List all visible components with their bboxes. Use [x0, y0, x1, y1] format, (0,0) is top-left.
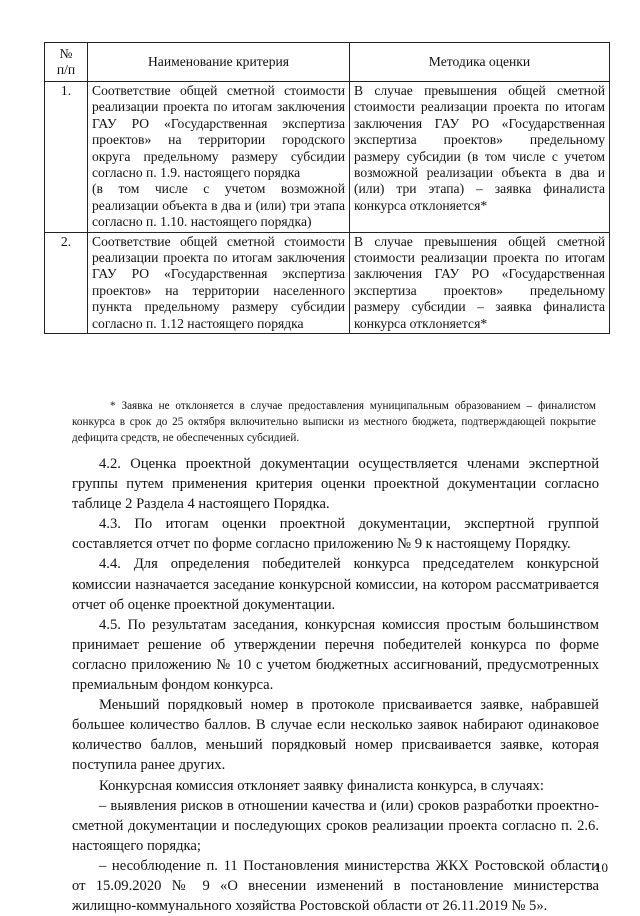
paragraph: 4.5. По результатам заседания, конкурсная комиссия простым большинством принимает решение об утверждении перечня победителей конкурса по форме согласно приложению № 10 с учетом бюджетных ассигнований, предусмотренных премиальным фондом конкурса.: [72, 616, 599, 694]
method-cell: В случае превышения общей сметной стоимости реализации проекта по итогам заключения ГАУ РО «Государственная экспертиза проектов» предельному размеру субсидии (в том числе с учетом возможной реализации объекта в два и (или) три этапа) – заявка финалиста конкурса отклоняется*: [350, 82, 610, 233]
paragraph: Меньший порядковый номер в протоколе присваивается заявке, набравшей большее количество баллов. В случае если несколько заявок набирают одинаковое количество баллов, меньший порядковый номер присваивается заявке, которая поступила ранее других.: [72, 697, 599, 774]
header-number: № п/п: [45, 43, 88, 82]
paragraph: 4.2. Оценка проектной документации осуществляется членами экспертной группы путем применения критерия оценки проектной документации согласно таблице 2 Раздела 4 настоящего Порядка.: [72, 456, 599, 513]
criteria-table: [44, 42, 610, 334]
method-cell: В случае превышения общей сметной стоимости реализации проекта по итогам заключения ГАУ РО «Государственная экспертиза проектов» предельному размеру субсидии – заявка финалиста конкурса отклоняется*: [350, 232, 610, 333]
header-method: Методика оценки: [350, 43, 610, 82]
criterion-cell: [88, 232, 350, 333]
criterion-text: Соответствие общей сметной стоимости реализации проекта по итогам заключения ГАУ РО «Государственная экспертиза проектов» на территории населенного пункта предельному размеру субсидии согласно п. 1.12 настоящего порядка: [92, 233, 345, 331]
list-item: – несоблюдение п. 11 Постановления министерства ЖКХ Ростовской области от 15.09.2020 № 9 «О внесении изменений в постановление министерства жилищно-коммунального хозяйства Ростовской области от 26.11.2019 № 5».: [72, 857, 599, 915]
row-number: 1.: [45, 82, 88, 233]
table-row: [45, 232, 610, 333]
table-header-row: [45, 43, 610, 82]
row-number: 2.: [45, 232, 88, 333]
paragraph: Конкурсная комиссия отклоняет заявку финалиста конкурса, в случаях:: [99, 777, 544, 794]
paragraph: 4.3. По итогам оценки проектной документации, экспертной группой составляется отчет по форме согласно приложению № 9 к настоящему Порядку.: [72, 516, 599, 553]
table-footnote: * Заявка не отклоняется в случае предоставления муниципальным образованием – финалистом конкурса в срок до 25 октября включительно выписки из местного бюджета, подтверждающей покрытие дефицита средств, не обеспеченных субсидией.: [72, 400, 596, 444]
body-text: [72, 454, 599, 916]
list-item: – выявления рисков в отношении качества и (или) сроков разработки проектно-сметной документации и последующих сроков реализации проекта согласно п. 2.6. настоящего порядка;: [72, 797, 599, 854]
criterion-note: (в том числе с учетом возможной реализации объекта в два и (или) три этапа согласно п. 1.10. настоящего порядка): [92, 181, 345, 230]
criterion-cell: [88, 82, 350, 233]
paragraph: 4.4. Для определения победителей конкурса председателем конкурсной комиссии назначается заседание конкурсной комиссии, на котором рассматривается отчет об оценке проектной документации.: [72, 556, 599, 613]
page-number: 10: [595, 860, 608, 875]
header-criterion: Наименование критерия: [88, 43, 350, 82]
criterion-text: Соответствие общей сметной стоимости реализации проекта по итогам заключения ГАУ РО «Государственная экспертиза проектов» на территории городского округа предельному размеру субсидии согласно п. 1.9. настоящего порядка: [92, 83, 345, 181]
table-row: [45, 82, 610, 233]
